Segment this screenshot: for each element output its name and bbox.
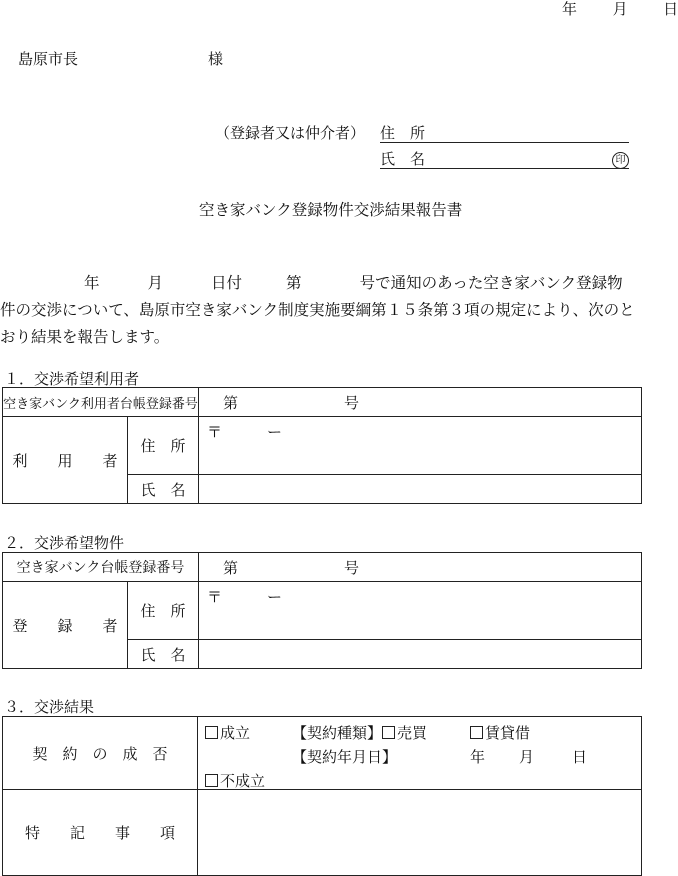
- section1-address-field[interactable]: [199, 417, 642, 475]
- section2-name-label: 氏 名: [140, 645, 186, 664]
- date-year: 年: [562, 0, 578, 18]
- contract-type-label: 【契約種類】: [292, 724, 383, 742]
- contract-month: 月: [519, 748, 535, 766]
- contract-type-row: [292, 722, 427, 743]
- section2-reg-label-cell: [3, 553, 199, 582]
- body-line-1: [0, 270, 673, 297]
- section1-reg-number-cell[interactable]: [199, 388, 642, 417]
- section1-reg-go: 号: [344, 393, 360, 412]
- section3-contract-cell: [198, 717, 642, 790]
- section2-name-field[interactable]: [199, 640, 642, 669]
- section2-name-label-cell: [128, 640, 199, 669]
- section2-address-label: 住 所: [140, 602, 186, 620]
- section1-name-field[interactable]: [199, 475, 642, 504]
- date-header: [562, 0, 678, 19]
- body-paragraph: [0, 270, 673, 351]
- failure-checkbox[interactable]: [205, 774, 218, 787]
- section3-contract-label: 契 約 の 成 否: [32, 744, 168, 763]
- section3-notes-field[interactable]: [198, 790, 642, 876]
- section1-name-label: 氏 名: [140, 480, 186, 499]
- sender-address-label: 住 所: [380, 124, 426, 142]
- body-dai: 第: [286, 274, 302, 292]
- section3-table: [2, 716, 642, 876]
- section2-person-label-cell: [3, 582, 128, 669]
- body-year: 年: [84, 274, 100, 292]
- success-label: 成立: [220, 724, 251, 742]
- contract-date-row: [292, 746, 397, 767]
- addressee-name: 島原市長: [18, 50, 79, 68]
- section1-table: [2, 387, 642, 504]
- lease-option[interactable]: [470, 722, 530, 743]
- success-checkbox[interactable]: [205, 726, 218, 739]
- success-option[interactable]: [205, 722, 250, 743]
- section1-reg-label-cell: [3, 388, 199, 417]
- body-month: 月: [147, 274, 164, 292]
- section1-address-label-cell: [128, 417, 199, 475]
- contract-date-fields[interactable]: [470, 746, 587, 767]
- section2-heading: ２．交渉希望物件: [4, 534, 125, 552]
- sale-label: 売買: [397, 724, 428, 742]
- section3-contract-label-cell: [3, 717, 198, 790]
- body-line-3: おり結果を報告します。: [0, 328, 170, 346]
- section2-person-label: 登 録 者: [12, 616, 118, 635]
- section3-notes-label: 特 記 事 項: [24, 824, 175, 842]
- failure-label: 不成立: [220, 772, 266, 790]
- sender-name-field[interactable]: [380, 148, 629, 169]
- failure-option[interactable]: [205, 770, 265, 791]
- section1-postal: 〒 ー: [207, 423, 283, 441]
- date-day: 日: [663, 0, 678, 18]
- contract-date-label: 【契約年月日】: [292, 748, 398, 766]
- body-line1-rest: 号で通知のあった空き家バンク登録物: [359, 274, 623, 292]
- seal-icon: 印: [612, 152, 629, 169]
- sender-role-label: （登録者又は仲介者）: [215, 124, 366, 142]
- addressee-honorific: 様: [208, 50, 224, 68]
- lease-label: 賃貸借: [485, 724, 531, 742]
- sender-name-label: 氏 名: [380, 150, 426, 168]
- section2-postal: 〒 ー: [207, 588, 283, 606]
- body-line-2: 件の交渉について、島原市空き家バンク制度実施要綱第１５条第３項の規定により、次のと: [0, 301, 635, 319]
- section2-address-field[interactable]: [199, 582, 642, 640]
- section1-name-label-cell: [128, 475, 199, 504]
- sale-checkbox[interactable]: [382, 726, 395, 739]
- seal-mark: [612, 149, 629, 169]
- section2-reg-label: 空き家バンク台帳登録番号: [16, 560, 185, 576]
- sender-address-field[interactable]: [380, 122, 629, 143]
- section1-address-label: 住 所: [140, 437, 186, 455]
- section2-reg-dai: 第: [223, 558, 239, 577]
- lease-checkbox[interactable]: [470, 726, 483, 739]
- sale-option[interactable]: [382, 724, 427, 742]
- contract-day: 日: [572, 748, 588, 766]
- document-title: 空き家バンク登録物件交渉結果報告書: [199, 201, 463, 219]
- section2-reg-go: 号: [344, 558, 360, 577]
- section3-heading: ３．交渉結果: [4, 698, 95, 716]
- section2-reg-number-cell[interactable]: [199, 553, 642, 582]
- section1-reg-label: 空き家バンク利用者台帳登録番号: [3, 396, 198, 412]
- section1-heading: １．交渉希望利用者: [4, 370, 140, 388]
- section2-address-label-cell: [128, 582, 199, 640]
- contract-year: 年: [470, 748, 486, 766]
- section2-table: [2, 552, 642, 669]
- section1-person-label-cell: [3, 417, 128, 504]
- section3-notes-label-cell: [3, 790, 198, 876]
- section1-person-label: 利 用 者: [12, 451, 118, 470]
- body-day: 日付: [211, 274, 243, 292]
- date-month: 月: [612, 0, 628, 18]
- section1-reg-dai: 第: [223, 393, 239, 412]
